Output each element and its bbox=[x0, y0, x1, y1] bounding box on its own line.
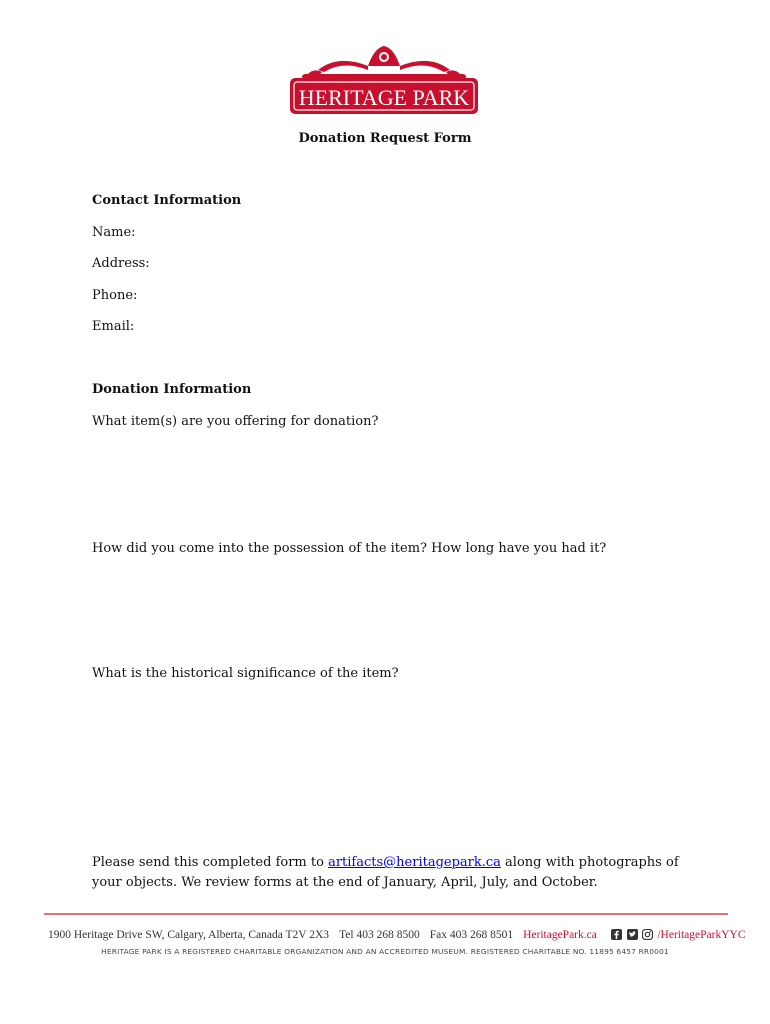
donation-heading: Donation Information bbox=[92, 382, 252, 397]
question-possession: How did you come into the possession of the item? How long have you had it? bbox=[92, 541, 607, 556]
footer-charity-notice: HERITAGE PARK IS A REGISTERED CHARITABLE ORGANIZATION AND AN ACCREDITED MUSEUM. REGISTERED CHARITABLE NO. 11895 6457 RR0001 bbox=[101, 947, 669, 956]
email-link[interactable]: artifacts@heritagepark.ca bbox=[328, 855, 501, 870]
form-title: Donation Request Form bbox=[298, 131, 472, 146]
facebook-icon[interactable] bbox=[611, 929, 622, 940]
twitter-icon[interactable] bbox=[627, 929, 638, 940]
address-label: Address: bbox=[92, 256, 150, 271]
footer-social-handle[interactable]: /HeritageParkYYC bbox=[657, 929, 746, 941]
instagram-icon[interactable] bbox=[642, 929, 653, 940]
footer-contact-line bbox=[48, 929, 746, 941]
phone-label: Phone: bbox=[92, 288, 138, 303]
contact-heading: Contact Information bbox=[92, 193, 242, 208]
name-label: Name: bbox=[92, 225, 136, 240]
footer-divider bbox=[44, 913, 728, 915]
footer-website[interactable]: HeritagePark.ca bbox=[523, 929, 597, 941]
footer-address: 1900 Heritage Drive SW, Calgary, Alberta, Canada T2V 2X3 bbox=[48, 929, 330, 941]
email-label: Email: bbox=[92, 319, 135, 334]
heritage-park-logo bbox=[288, 44, 480, 116]
footer-tel: Tel 403 268 8500 bbox=[339, 929, 420, 941]
question-significance: What is the historical significance of the item? bbox=[92, 666, 399, 681]
logo-text: HERITAGE PARK bbox=[298, 85, 470, 110]
question-items-offered: What item(s) are you offering for donation? bbox=[92, 414, 379, 429]
closing-text-after: along with photographs of your objects. We review forms at the end of January, April, July, and October. bbox=[92, 855, 679, 890]
footer-fax: Fax 403 268 8501 bbox=[429, 929, 514, 941]
closing-text-before: Please send this completed form to bbox=[92, 855, 329, 870]
closing-instructions bbox=[92, 853, 692, 893]
